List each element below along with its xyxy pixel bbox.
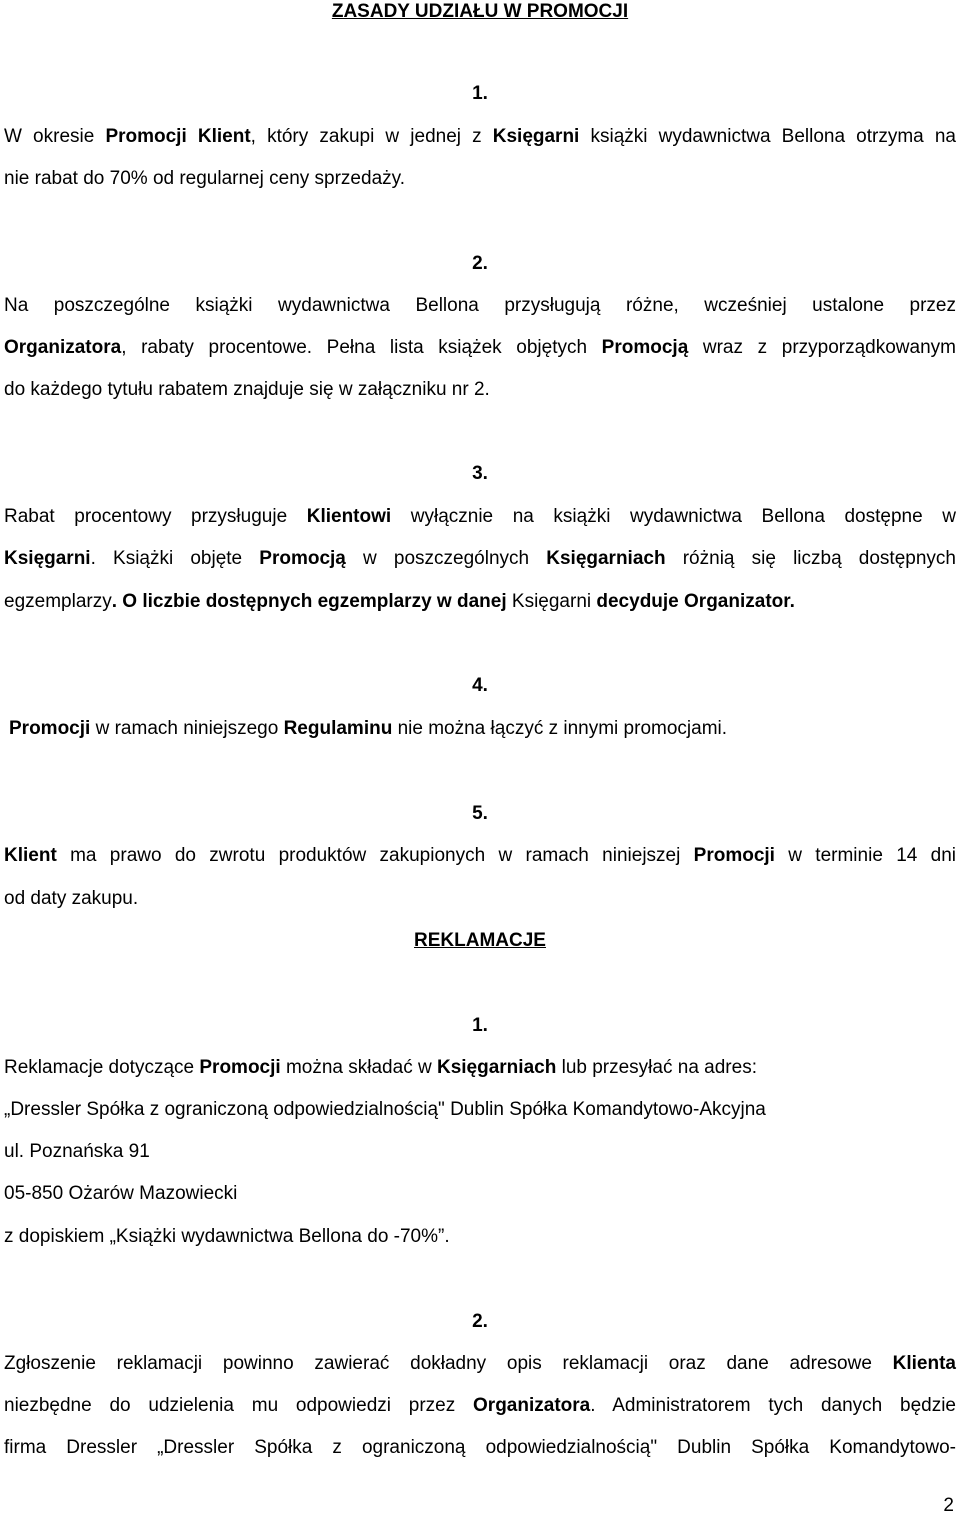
paragraph-line: Księgarni. Książki objęte Promocją w poszczególnych Księgarniach różnią się liczbą dostępnych	[4, 548, 956, 569]
paragraph-line: do każdego tytułu rabatem znajduje się w załączniku nr 2.	[4, 379, 490, 400]
paragraph-line: niezbędne do udzielenia mu odpowiedzi przez Organizatora. Administratorem tych danych będzie	[4, 1395, 957, 1416]
address-note-line: z dopiskiem „Książki wydawnictwa Bellona do -70%”.	[4, 1226, 450, 1247]
paragraph-line: egzemplarzy. O liczbie dostępnych egzemplarzy w danej Księgarni decyduje Organizator.	[4, 591, 795, 612]
section-number: 2.	[472, 253, 488, 274]
section-number: 1.	[472, 83, 488, 104]
paragraph-line: Klient ma prawo do zwrotu produktów zakupionych w ramach niniejszej Promocji w terminie 14 dni	[4, 845, 956, 866]
address-company-line: „Dressler Spółka z ograniczoną odpowiedzialnością" Dublin Spółka Komandytowo-Akcyjna	[4, 1099, 766, 1120]
paragraph-line: Reklamacje dotyczące Promocji można składać w Księgarniach lub przesyłać na adres:	[4, 1057, 757, 1078]
paragraph-line: od daty zakupu.	[4, 888, 139, 909]
address-street-line: ul. Poznańska 91	[4, 1141, 150, 1162]
paragraph-line: Organizatora, rabaty procentowe. Pełna lista książek objętych Promocją wraz z przyporządkowanym	[4, 337, 956, 358]
paragraph-line: Promocji w ramach niniejszego Regulaminu nie można łączyć z innymi promocjami.	[9, 718, 728, 739]
paragraph-line: Na poszczególne książki wydawnictwa Bellona przysługują różne, wcześniej ustalone przez	[4, 295, 956, 316]
section-number: 1.	[472, 1015, 488, 1036]
section-number: 4.	[472, 675, 488, 696]
section-number: 3.	[472, 463, 488, 484]
document-title: ZASADY UDZIAŁU W PROMOCJI	[331, 1, 629, 22]
paragraph-line: Zgłoszenie reklamacji powinno zawierać dokładny opis reklamacji oraz dane adresowe Klienta	[4, 1353, 956, 1374]
address-city-line: 05-850 Ożarów Mazowiecki	[4, 1183, 238, 1204]
section-number: 5.	[472, 803, 488, 824]
page-number: 2	[943, 1495, 954, 1516]
section-number: 2.	[472, 1311, 488, 1332]
paragraph-line: firma Dressler „Dressler Spółka z ograniczoną odpowiedzialnością" Dublin Spółka Komandytowo-	[4, 1437, 956, 1458]
paragraph-line: Rabat procentowy przysługuje Klientowi wyłącznie na książki wydawnictwa Bellona dostępne w	[4, 506, 956, 527]
paragraph-line: nie rabat do 70% od regularnej ceny sprzedaży.	[4, 168, 406, 189]
paragraph-line: W okresie Promocji Klient, który zakupi w jednej z Księgarni książki wydawnictwa Bellona otrzyma na	[4, 126, 957, 147]
section-heading-reklamacje: REKLAMACJE	[414, 930, 546, 951]
